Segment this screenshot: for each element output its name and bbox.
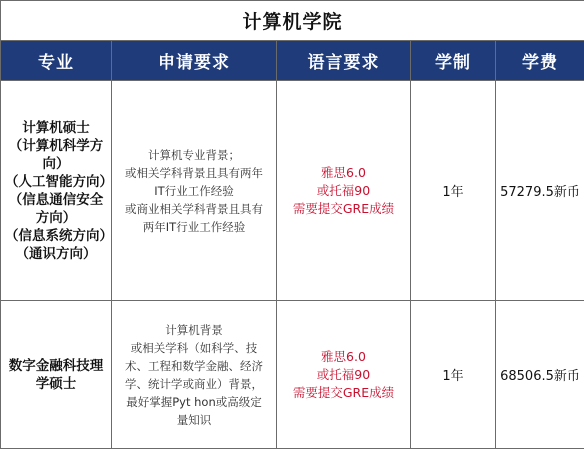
- program-line: 数字金融科技理: [8, 357, 104, 374]
- program-line: 方向）: [35, 209, 77, 226]
- language-line: 需要提交GRE成绩: [292, 200, 395, 216]
- requirements-cell: [112, 81, 277, 301]
- tuition-cell: 57279.5新币: [496, 81, 584, 301]
- program-line: 向）: [42, 155, 70, 172]
- requirement-line: 两年IT行业工作经验: [142, 219, 246, 234]
- header-duration: 学制: [411, 41, 496, 81]
- language-cell: [277, 301, 411, 449]
- table-title: 计算机学院: [1, 1, 584, 41]
- language-line: 需要提交GRE成绩: [292, 384, 395, 400]
- header-major: 专业: [1, 41, 112, 81]
- language-line: 雅思6.0: [321, 348, 366, 364]
- duration-cell: 1年: [411, 301, 496, 449]
- program-line: （信息系统方向）: [5, 227, 113, 244]
- table-row: [1, 301, 584, 449]
- requirement-line: 或商业相关学科背景且具有: [125, 201, 263, 216]
- program-line: 计算机硕士: [22, 119, 90, 136]
- language-line: 或托福90: [316, 366, 371, 382]
- header-tuition: 学费: [496, 41, 584, 81]
- requirement-line: 量知识: [176, 412, 212, 427]
- requirement-line: 或相关学科背景且具有两年: [125, 165, 263, 180]
- header-language-requirements: 语言要求: [277, 41, 411, 81]
- requirement-line: 学、统计学或商业）背景，: [125, 376, 263, 391]
- program-name-cell: [1, 81, 112, 301]
- requirement-line: 计算机背景: [165, 322, 223, 337]
- program-line: 学硕士: [35, 375, 77, 392]
- requirement-line: IT行业工作经验: [154, 183, 234, 198]
- language-line: 或托福90: [316, 182, 371, 198]
- program-line: （计算机科学方: [8, 137, 104, 154]
- duration-cell: 1年: [411, 81, 496, 301]
- requirement-line: 或相关学科（如科学、技: [130, 340, 258, 355]
- requirement-line: 术、工程和数学金融、经济: [125, 358, 263, 373]
- language-line: 雅思6.0: [321, 164, 366, 180]
- language-cell: [277, 81, 411, 301]
- program-line: （信息通信安全: [8, 191, 104, 208]
- program-line: （通识方向）: [15, 245, 97, 262]
- requirement-line: 最好掌握Pyt hon或高级定: [126, 394, 262, 409]
- table-row: [1, 81, 584, 301]
- requirement-line: 计算机专业背景；: [148, 147, 240, 162]
- program-line: （人工智能方向）: [5, 173, 113, 190]
- tuition-cell: 68506.5新币: [496, 301, 584, 449]
- program-name-cell: [1, 301, 112, 449]
- requirements-cell: [112, 301, 277, 449]
- header-application-requirements: 申请要求: [112, 41, 277, 81]
